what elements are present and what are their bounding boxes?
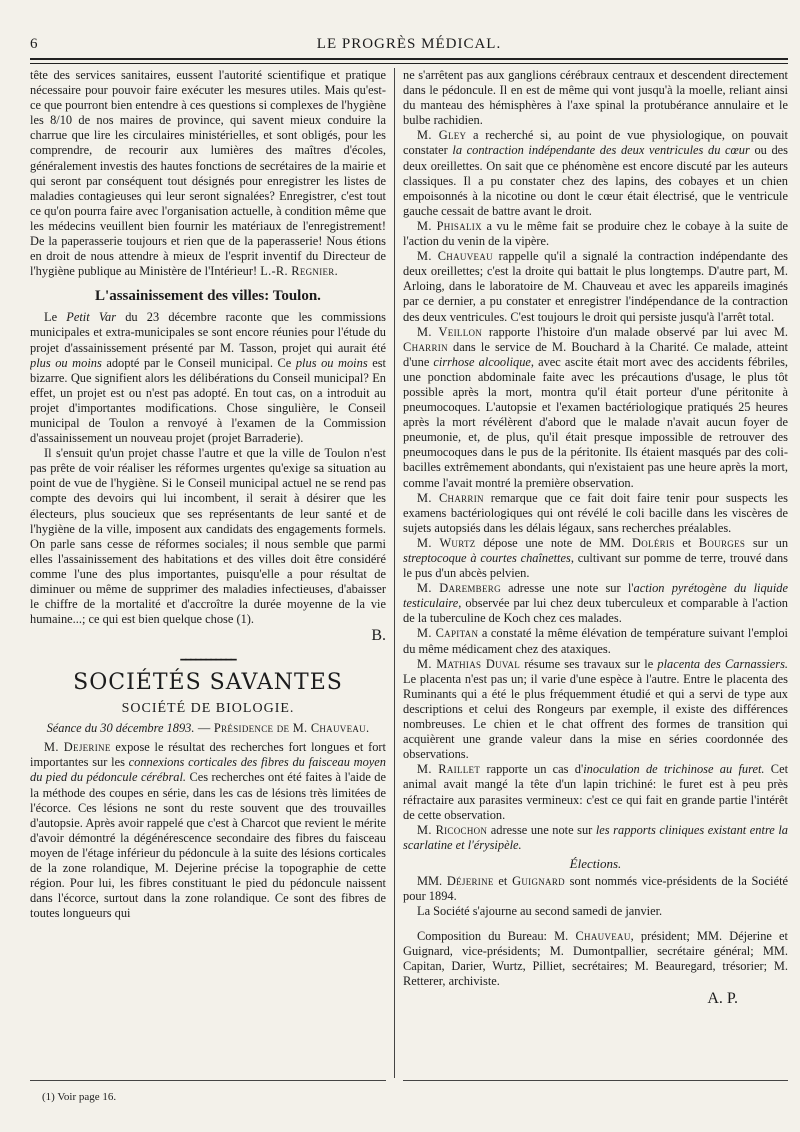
raillet-paragraph: [403, 762, 788, 822]
text-run: remarque que ce fait doit faire tenir pour suspects les examens bactériologiques qui ont révélé le coli bacille dans les viscères de sujets autopsiés dans les délais légaux, sans recherches préalables.: [403, 490, 788, 535]
speaker-name: M. Phisalix: [417, 218, 482, 233]
text-run: rapporte l'histoire d'un malade observé par lui avec M.: [482, 324, 788, 339]
dejerine-paragraph: [30, 740, 386, 921]
text-run: et: [674, 535, 699, 550]
left-column: [30, 68, 386, 1078]
session-presidence: — Présidence de M. Chauveau.: [194, 721, 370, 736]
elections-title: Élections.: [569, 855, 622, 871]
italic-phrase: plus ou moins: [30, 355, 102, 370]
veillon-paragraph: [403, 325, 788, 491]
speaker-name: M. Veillon: [417, 324, 483, 339]
text-run: dans le service de M. Bouchard à la Charité. Ce malade, atteint d'une: [403, 339, 788, 369]
italic-topic: cirrhose alcoolique: [433, 354, 531, 369]
intro-text: tête des services sanitaires, eussent l'autorité scientifique et pratique nécessaire pour pouvoir faire exécuter les mesures utiles. Mais qu'est-ce que pourront bien entendre à ces questions si complexes de l'hygiène les 8/10 de nos maires de province, qui savent mieux conduire la charrue que lire les circulaires ministérielles, et sont obligés, pour les comprendre, de recourir aux lumières des maîtres d'écoles, généralement investis des hautes fonctions de secrétaires de la mairie et qui seront par conséquent tout désignés pour enregistrer les listes de maladies contagieuses qui leur seront signalées? Enregistrer, c'est tout ce qu'on pourra faire avec l'organisation actuelle, à condition même que les médecins veuillent bien fournir les matériaux de l'enregistrement! De la paperasserie toujours et rien que de la paperasserie! Nous étions en droit de nous attendre à mieux de l'esprit inventif du Directeur de l'hygiène publique au Ministère de l'Intérieur!: [30, 68, 386, 279]
speaker-name: M. Gley: [417, 128, 467, 143]
speaker-name: M. Capitan: [417, 626, 479, 641]
text-run: adresse une note sur l': [500, 581, 634, 596]
speaker-name: M. Ricochon: [417, 822, 488, 837]
bureau-signature: A. P.: [707, 989, 738, 1007]
footnote: (1) Voir page 16.: [42, 1091, 117, 1103]
chauveau-paragraph: [403, 249, 788, 324]
speaker-name: M. Daremberg: [417, 581, 501, 596]
duval-paragraph: [403, 657, 788, 763]
text-run: adopté par le Conseil municipal. Ce: [101, 355, 296, 370]
two-column-body: [30, 68, 788, 1078]
text-run: , avec ascite était mort avec des accidents fébriles, une ponction abdominale faite avec les précautions d'usage, le plus tôt possible après la mort, montra qu'il était porteur d'une péritonite à pneumocoques. L'autopsie et l'examen bactériologique pratiqués 25 heures après la mort révélèrent d'abord que le malade n'avait aucun foyer de pneumonie, et, de plus, qu'il était presque impossible de retrouver des pneumocoques dans le pus de la péritonite. Ils étaient masqués par des coli-bacilles extrêmement abondants, qui n'existaient pas une heure après la mort, comme l'avait montré la première observation.: [403, 354, 788, 490]
gley-paragraph: [403, 128, 788, 219]
section-separator-ornament: ━━━━━━━━━━━: [180, 655, 236, 667]
text-run: , président; MM. Déjerine et Guignard, vice-présidents; M. Dumontpallier, secrétaire général; MM. Capitan, Darier, Wurtz, Pilliet, secrétaires; M. Beauregard, trésorier; M. Retterer, archiviste.: [403, 929, 788, 989]
text-run: a vu le même fait se produire chez le cobaye à la suite de l'action du venin de la vipère.: [403, 218, 788, 249]
text-run: Ces recherches ont été faites à l'aide de la méthode des coupes en série, dans les cas de lésions très limitées de l'écorce. Ces lésions ne sont du reste souvent que des trouvailles d'autopsie. Après avoir rappelé que c'est à Charcot que revient le mérite d'avoir démontré la dégénérescence secondaire des fibres du faisceau moyen de l'étage inférieur du pédoncule à la suite des lésions corticales de la zone rolandique, M. Dejerine précise la topographie de cette région. Pour lui, les fibres constituant le pied du pédoncule naissent dans l'écorce, surtout dans la zone rolandique. Ce sont des fibres de toutes longueurs qui: [30, 770, 386, 921]
page-header: [30, 36, 788, 58]
speaker-name: M. Mathias Duval: [417, 656, 521, 671]
journal-title: LE PROGRÈS MÉDICAL.: [316, 36, 502, 52]
text-run: , cultivant sur pomme de terre, trouvé dans le pus d'un abcès pelvien.: [403, 551, 788, 581]
text-run: du 23 décembre raconte que les commissions municipales et extra-municipales se sont encore réunies pour l'étude du projet d'assainissement présenté par M. Tasson, projet qui aurait été: [30, 310, 386, 355]
text-run: Le: [44, 310, 67, 325]
text-run: Cet animal avait mangé la tête d'un lapin trichiné: le furet est à peu près réfractaire aux parasites vermineux: c'est ce qui fait en grande partie l'intérêt de cette observation.: [403, 762, 788, 822]
elections-paragraph-2: La Société s'ajourne au second samedi de janvier.: [417, 904, 663, 919]
text-run: sur un: [745, 535, 788, 550]
phisalix-paragraph: [403, 219, 788, 249]
italic-topic: inoculation de trichinose au furet.: [583, 762, 765, 777]
italic-phrase: plus ou moins: [295, 355, 368, 370]
toulon-title: L'assainissement des villes: Toulon.: [95, 288, 321, 305]
text-run: résume ses travaux sur le: [520, 656, 658, 671]
toulon-paragraph-1: [30, 310, 386, 446]
person-name: Bourges: [698, 535, 746, 550]
page-number: 6: [30, 36, 38, 52]
text-run: adresse une note sur: [487, 822, 596, 837]
text-run: Composition du Bureau: M.: [417, 929, 576, 944]
journal-page: [30, 36, 788, 1116]
speaker-name: M. Raillet: [417, 762, 481, 777]
continuation-paragraph: ne s'arrêtent pas aux ganglions cérébraux centraux et descendent directement dans le pédoncule. Il en est de même qui vont jusqu'à la moelle, reliant ainsi du manteau des hémisphères à l'axe spinal la protubérance annulaire et le bulbe rachidien.: [403, 68, 788, 128]
text-run: et: [493, 873, 513, 888]
toulon-signature: B.: [371, 627, 386, 645]
text-run: sont nommés vice-présidents de la Société pour 1894.: [403, 873, 788, 903]
text-run: ou des deux oreillettes. On sait que ce phénomène est encore discuté par les auteurs classiques. Il a pu constater chez des lapins, des cobayes et un chien empoisonnés à la nicotine ou dont le cœur était électrisé, que le ventricule gauche cessait de battre avant le droit.: [403, 143, 788, 218]
speaker-name: M. Wurtz: [417, 535, 476, 550]
charrin-paragraph: [403, 491, 788, 536]
bureau-paragraph: [403, 929, 788, 989]
intro-paragraph: [30, 68, 386, 279]
right-column: [403, 68, 788, 1078]
person-name: Charrin: [403, 339, 448, 354]
italic-topic: les rapports cliniques existant entre la scarlatine et l'érysipèle.: [403, 822, 788, 852]
person-name: Déjerine: [446, 873, 494, 888]
text-run: Le placenta n'est pas un; il varie d'une espèce à l'autre. Entre le placenta des Ruminants qui a été le plus fréquemment étudié et qui a servi de type aux descriptions et celui des Rongeurs par exemple, il existe des différences nombreuses. Le chien et le chat offrent des formes de transition qui acquièrent une grande valeur dans la mise en séries coordonnée des observations.: [403, 671, 788, 762]
text-run: dépose une note de MM.: [475, 535, 632, 550]
toulon-paragraph-2: Il s'ensuit qu'un projet chasse l'autre et que la ville de Toulon n'est pas prête de voir réaliser les réformes urgentes qu'exige sa situation au point de vue de l'hygiène. Si le Conseil municipal actuel ne se rend pas compte des devoirs qui lui incombent, il serait à désirer que les électeurs, plus soucieux que ses représentants de leur santé et de l'hygiène de la ville, imposent aux candidats des engagements formels. On parle sans cesse de réformes sociales; il nous semble que parmi elles l'assainissement des habitations et des villes doit être considéré comme l'une des plus importantes, puisqu'elle a pour résultat de diminuer ou même de supprimer des maladies infectieuses, d'abaisser le chiffre de la mortalité et d'accroître la durée moyenne de la vie humaine...; ce qui est bien quelque chose (1).: [30, 446, 386, 627]
text-run: MM.: [417, 873, 447, 888]
session-line: [30, 721, 386, 736]
intro-signature: L.-R. Regnier.: [260, 264, 339, 279]
wurtz-paragraph: [403, 536, 788, 581]
italic-topic: la contraction indépendante des deux ventricules du cœur: [452, 143, 750, 158]
speaker-name: M. Dejerine: [44, 740, 111, 755]
newspaper-name: Petit Var: [66, 310, 117, 325]
session-date: Séance du 30 décembre 1893.: [46, 721, 195, 736]
speaker-name: M. Chauveau: [417, 249, 493, 264]
ricochon-paragraph: [403, 823, 788, 853]
societe-biologie-title: SOCIÉTÉ DE BIOLOGIE.: [121, 701, 295, 717]
daremberg-paragraph: [403, 581, 788, 626]
header-rule: [30, 58, 788, 64]
text-run: rappelle qu'il a signalé la contraction indépendante des deux oreillettes; c'est la droite qui battait le plus longtemps. D'autre part, M. Arloing, dans le laboratoire de M. Chauveau et avec les appareils imaginés par ce dernier, a pu constater et enregistrer l'indépendance de la contraction des deux ventricules. C'est toujours le droit qui persiste jusqu'à l'arrêt total.: [403, 249, 788, 324]
elections-paragraph-1: [403, 874, 788, 904]
italic-topic: connexions corticales des fibres du faisceau moyen du pied du pédoncule cérébral.: [30, 755, 386, 785]
person-name: Chauveau: [575, 929, 631, 944]
capitan-paragraph: [403, 626, 788, 656]
speaker-name: M. Charrin: [417, 490, 484, 505]
italic-topic: placenta des Carnassiers.: [657, 656, 788, 671]
text-run: est bizarre. Que signifient alors les délibérations du Conseil municipal? En effet, un projet est ou n'est pas adopté. En tout cas, on a introduit au projet d'importantes modifications. Chose singulière, le Conseil municipal de Toulon a renvoyé à l'examen de la Commission d'assainissement un nouveau projet (projet Barraderie).: [30, 355, 386, 446]
text-run: a recherché si, au point de vue physiologique, on pouvait constater: [403, 128, 788, 158]
person-name: Guignard: [512, 873, 565, 888]
column-divider: [394, 68, 395, 1078]
societes-savantes-title: SOCIÉTÉS SAVANTES: [73, 670, 343, 696]
text-run: expose le résultat des recherches fort longues et fort importantes sur les: [30, 740, 386, 770]
text-run: observée par lui chez deux tuberculeux et comparable à l'action de la tuberculine de Koch chez ces malades.: [403, 596, 788, 626]
text-run: a constaté la même élévation de température suivant l'emploi du même médicament chez des ataxiques.: [403, 626, 788, 656]
person-name: Doléris: [631, 535, 675, 550]
text-run: rapporte un cas d': [480, 762, 584, 777]
left-column-bottom-rule: [30, 1080, 386, 1081]
italic-topic: action pyrétogène du liquide testiculaire,: [403, 581, 788, 611]
right-column-bottom-rule: [403, 1080, 788, 1081]
italic-topic: streptocoque à courtes chaînettes: [403, 551, 571, 565]
